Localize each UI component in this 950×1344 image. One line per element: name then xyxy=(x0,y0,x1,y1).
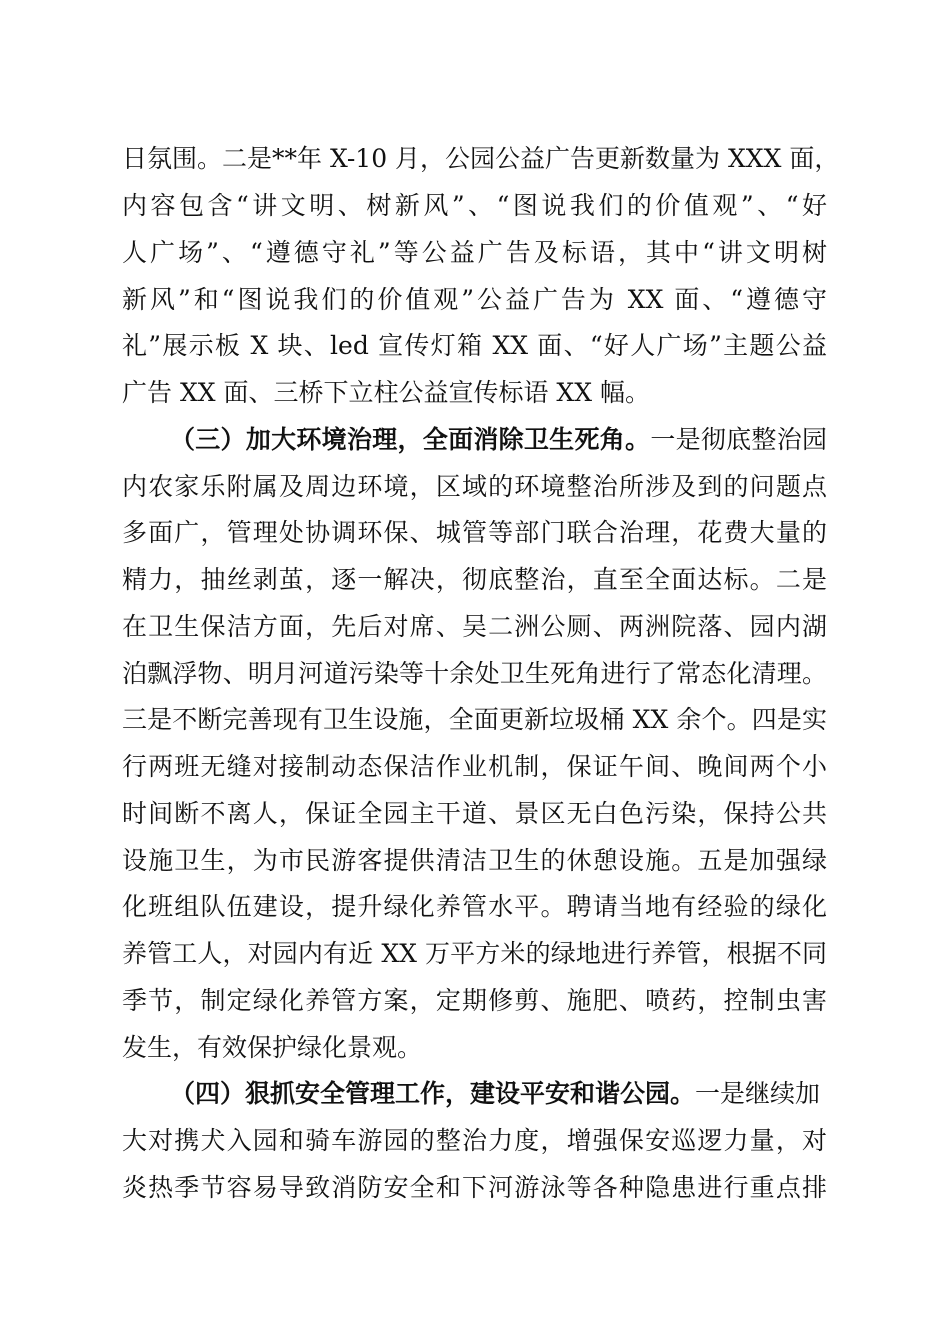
paragraph-1-line-4: 新风”和“图说我们的价值观”公益广告为 XX 面、“遵德守 xyxy=(122,285,827,314)
paragraph-2-line-12: 养管工人，对园内有近 XX 万平方米的绿地进行养管，根据不同 xyxy=(122,939,827,968)
paragraph-2-first-line xyxy=(170,420,827,460)
paragraph-3-first-line-rest: 一是继续加 xyxy=(695,1079,821,1108)
paragraph-2-line-4: 精力，抽丝剥茧，逐一解决，彻底整治，直至全面达标。二是 xyxy=(122,565,827,594)
paragraph-2-line-7: 三是不断完善现有卫生设施，全面更新垃圾桶 XX 余个。四是实 xyxy=(122,705,827,734)
section-heading-3: （三）加大环境治理，全面消除卫生死角。 xyxy=(170,425,651,454)
paragraph-2-line-14: 发生，有效保护绿化景观。 xyxy=(122,1033,423,1062)
paragraph-1-line-6: 广告 XX 面、三桥下立柱公益宣传标语 XX 幅。 xyxy=(122,378,650,407)
paragraph-2-line-13: 季节，制定绿化养管方案，定期修剪、施肥、喷药，控制虫害 xyxy=(122,986,827,1015)
paragraph-2-first-line-rest: 一是彻底整治园 xyxy=(650,425,827,454)
paragraph-1-line-2: 内容包含“讲文明、树新风”、“图说我们的价值观”、“好 xyxy=(122,191,827,220)
paragraph-3-line-3: 炎热季节容易导致消防安全和下河游泳等各种隐患进行重点排 xyxy=(122,1173,827,1202)
section-heading-4: （四）狠抓安全管理工作，建设平安和谐公园。 xyxy=(170,1079,696,1108)
paragraph-2-line-5: 在卫生保洁方面，先后对席、吴二洲公厕、两洲院落、园内湖 xyxy=(122,612,827,641)
paragraph-2-line-2: 内农家乐附属及周边环境，区域的环境整治所涉及到的问题点 xyxy=(122,472,827,501)
paragraph-1-line-5: 礼”展示板 X 块、led 宣传灯箱 XX 面、“好人广场”主题公益 xyxy=(122,331,827,360)
paragraph-3-line-2: 大对携犬入园和骑车游园的整治力度，增强保安巡逻力量，对 xyxy=(122,1126,827,1155)
paragraph-2-line-3: 多面广，管理处协调环保、城管等部门联合治理，花费大量的 xyxy=(122,518,827,547)
paragraph-1-line-3: 人广场”、“遵德守礼”等公益广告及标语，其中“讲文明树 xyxy=(122,238,827,267)
paragraph-2-line-10: 设施卫生，为市民游客提供清洁卫生的休憩设施。五是加强绿 xyxy=(122,846,827,875)
paragraph-1-line-1: 日氛围。二是**年 X-10 月，公园公益广告更新数量为 XXX 面， xyxy=(122,144,840,173)
paragraph-2-line-6: 泊飘浮物、明月河道污染等十余处卫生死角进行了常态化清理。 xyxy=(122,659,827,688)
paragraph-3-first-line xyxy=(170,1074,827,1114)
paragraph-2-line-11: 化班组队伍建设，提升绿化养管水平。聘请当地有经验的绿化 xyxy=(122,892,827,921)
paragraph-2-line-9: 时间断不离人，保证全园主干道、景区无白色污染，保持公共 xyxy=(122,799,827,828)
paragraph-2-line-8: 行两班无缝对接制动态保洁作业机制，保证午间、晚间两个小 xyxy=(122,752,827,781)
